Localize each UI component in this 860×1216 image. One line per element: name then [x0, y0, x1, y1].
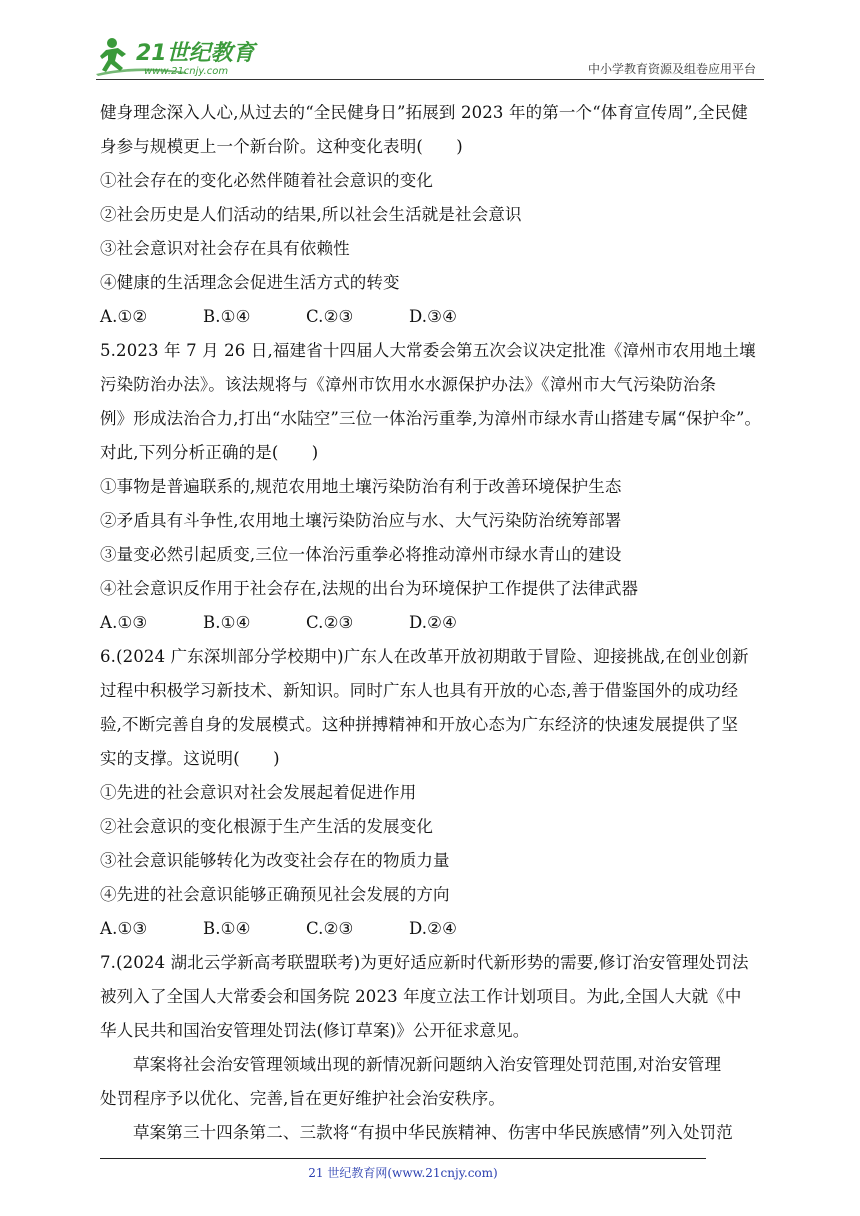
option-c: C.②③	[306, 613, 354, 632]
page-header	[96, 34, 764, 80]
text-line: 处罚程序予以优化、完善,旨在更好维护社会治安秩序。	[100, 1089, 505, 1108]
text-line: ①先进的社会意识对社会发展起着促进作用	[100, 783, 417, 802]
question-5-stem: 5.2023 年 7 月 26 日,福建省十四届人大常委会第五次会议决定批准《漳州市农用地土壤	[100, 341, 756, 360]
option-c: C.②③	[306, 307, 354, 326]
text-line: ①事物是普遍联系的,规范农用地土壤污染防治有利于改善环境保护生态	[100, 477, 622, 496]
text-line: ④健康的生活理念会促进生活方式的转变	[100, 273, 400, 292]
option-c: C.②③	[306, 919, 354, 938]
answer-options-q5	[100, 606, 766, 640]
text-line: ④先进的社会意识能够正确预见社会发展的方向	[100, 885, 450, 904]
text-line: 实的支撑。这说明( )	[100, 749, 280, 768]
platform-name: 中小学教育资源及组卷应用平台	[587, 62, 756, 76]
text-line: ①社会存在的变化必然伴随着社会意识的变化	[100, 171, 433, 190]
answer-options-q6	[100, 912, 766, 946]
option-a: A.①②	[100, 307, 148, 326]
option-b: B.①④	[203, 307, 251, 326]
logo-title: 21世纪教育	[136, 41, 255, 66]
page-footer: 21 世纪教育网(www.21cnjy.com)	[308, 1166, 498, 1180]
answer-options-q4	[100, 300, 766, 334]
text-line: 污染防治办法》。该法规将与《漳州市饮用水水源保护办法》《漳州市大气污染防治条	[100, 375, 717, 394]
text-line: 被列入了全国人大常委会和国务院 2023 年度立法工作计划项目。为此,全国人大就《中	[100, 987, 742, 1006]
text-line: 验,不断完善自身的发展模式。这种拼搏精神和开放心态为广东经济的快速发展提供了坚	[100, 715, 739, 734]
text-line: ②社会历史是人们活动的结果,所以社会生活就是社会意识	[100, 205, 522, 224]
text-line: 身参与规模更上一个新台阶。这种变化表明( )	[100, 137, 463, 156]
paragraph-line: 草案将社会治安管理领域出现的新情况新问题纳入治安管理处罚范围,对治安管理	[133, 1055, 722, 1074]
text-line: 例》形成法治合力,打出“水陆空”三位一体治污重拳,为漳州市绿水青山搭建专属“保护伞”。	[100, 409, 762, 428]
text-line: ②社会意识的变化根源于生产生活的发展变化	[100, 817, 433, 836]
option-d: D.②④	[409, 919, 458, 938]
header-divider	[96, 79, 764, 80]
option-a: A.①③	[100, 919, 148, 938]
text-line: ④社会意识反作用于社会存在,法规的出台为环境保护工作提供了法律武器	[100, 579, 639, 598]
question-7-stem: 7.(2024 湖北云学新高考联盟联考)为更好适应新时代新形势的需要,修订治安管理处罚法	[100, 953, 749, 972]
option-a: A.①③	[100, 613, 148, 632]
paragraph-line: 草案第三十四条第二、三款将“有损中华民族精神、伤害中华民族感情”列入处罚范	[133, 1123, 733, 1142]
text-line: 华人民共和国治安管理处罚法(修订草案)》公开征求意见。	[100, 1021, 530, 1040]
text-line: 健身理念深入人心,从过去的“全民健身日”拓展到 2023 年的第一个“体育宣传周”,全民健	[100, 103, 748, 122]
text-line: ③社会意识对社会存在具有依赖性	[100, 239, 350, 258]
text-line: 过程中积极学习新技术、新知识。同时广东人也具有开放的心态,善于借鉴国外的成功经	[100, 681, 739, 700]
logo-subtitle: www.21cnjy.com	[144, 66, 229, 77]
option-d: D.②④	[409, 613, 458, 632]
text-line: ③社会意识能够转化为改变社会存在的物质力量	[100, 851, 450, 870]
footer-divider	[100, 1158, 706, 1159]
text-line: ②矛盾具有斗争性,农用地土壤污染防治应与水、大气污染防治统筹部署	[100, 511, 622, 530]
text-line: 对此,下列分析正确的是( )	[100, 443, 319, 462]
question-6-stem: 6.(2024 广东深圳部分学校期中)广东人在改革开放初期敢于冒险、迎接挑战,在创业创新	[100, 647, 749, 666]
option-d: D.③④	[409, 307, 458, 326]
document-body	[100, 96, 766, 1150]
text-line: ③量变必然引起质变,三位一体治污重拳必将推动漳州市绿水青山的建设	[100, 545, 622, 564]
option-b: B.①④	[203, 919, 251, 938]
option-b: B.①④	[203, 613, 251, 632]
site-logo	[96, 34, 276, 78]
